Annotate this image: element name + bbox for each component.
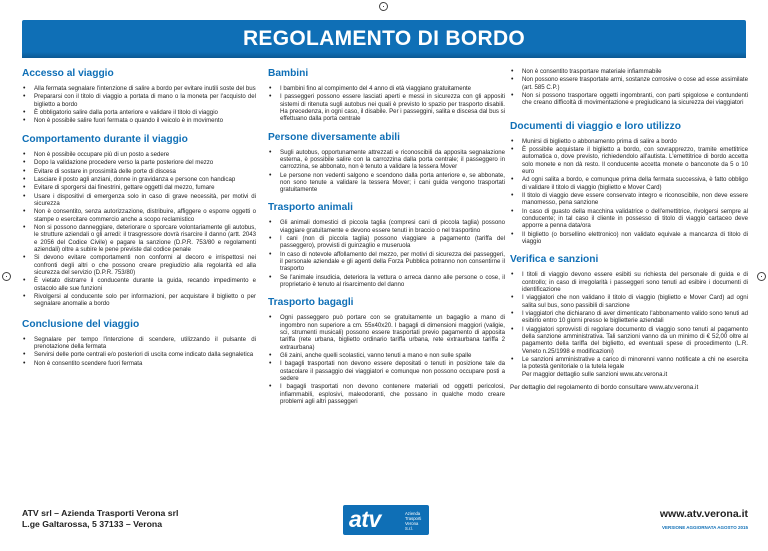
section-list	[22, 151, 256, 308]
title-banner	[22, 20, 746, 58]
section-list	[510, 271, 748, 378]
list-item: • Le persone non vedenti salgono e scendono dalla porta anteriore e, se abbonate, non sono tenute a validare la tessera Mover; i cani guida vengono trasportati gratuitamente	[268, 172, 505, 194]
section-conclusione	[22, 319, 256, 367]
company-name: ATV srl – Azienda Trasporti Verona srl	[22, 508, 179, 518]
list-item: • Non è consentito trasportare materiale infiammabile	[510, 68, 748, 75]
section-list	[22, 85, 256, 125]
atv-logo	[343, 505, 429, 535]
section-heading: Documenti di viaggio e loro utilizzo	[510, 120, 681, 132]
section-list	[268, 85, 505, 123]
section-heading: Accesso al viaggio	[22, 68, 114, 79]
registration-mark-icon	[379, 2, 388, 11]
list-item: • Munirsi di biglietto o abbonamento prima di salire a bordo	[510, 138, 748, 145]
list-item: • Ogni passeggero può portare con se gratuitamente un bagaglio a mano di ingombro non superiore a cm. 55x40x20. I bagagli di dimensioni maggiori (valigie, sci, strumenti musicali) possono essere trasportati previo pagamento di apposita tariffa (rete urbana, biglietto ordinario tariffa urbana, rete extraurbana tariffa 2 extraurbana)	[268, 314, 505, 350]
section-bambini	[268, 68, 505, 123]
list-item: • Gli zaini, anche quelli scolastici, vanno tenuti a mano e non sulle spalle	[268, 352, 505, 359]
section-list	[268, 149, 505, 194]
list-item: • I viaggiatori che dichiarano di aver dimenticato l'abbonamento valido sono tenuti ad esibirlo entro 10 giorni presso le biglietterie aziendali	[510, 310, 748, 325]
section-heading: Bambini	[268, 68, 309, 79]
list-item: • Servirsi delle porte centrali e/o posteriori di uscita come indicato dalla segnaletica	[22, 351, 256, 358]
list-item: • Il biglietto (o borsellino elettronico) non validato equivale a mancanza di titolo di viaggio	[510, 231, 748, 246]
section-list	[268, 314, 505, 405]
list-item: • È vietato distrarre il conducente durante la guida, recando impedimento e ostacolo alle sue funzioni	[22, 277, 256, 292]
list-item: • Non si possono trasportare oggetti ingombranti, con parti spigolose e contundenti che creano difficoltà di movimentazione e pregiudicano la sicurezza dei viaggiatori	[510, 92, 748, 107]
section-list	[268, 219, 505, 288]
list-item: • Evitare di sostare in prossimità delle porte di discesa	[22, 168, 256, 175]
list-item: • I bagagli trasportati non devono essere depositati o tenuti in posizione tale da ostacolare il passaggio dei viaggiatori e comunque non possono occupare posti a sedere	[268, 360, 505, 382]
list-item: • È possibile acquistare il biglietto a bordo, con sovrapprezzo, tramite emettitrice automatica o, dove previsto, richiedendolo all'autista. L'emettitrice di bordo accetta solo monete e non dà resto. Il conducente accetta monete o banconote da 5 o 10 euro	[510, 146, 748, 175]
logo-tagline: Azienda Trasporti Verona S.r.l.	[405, 511, 422, 531]
registration-mark-icon	[757, 272, 766, 281]
section-heading: Trasporto bagagli	[268, 297, 354, 309]
list-item: • Lasciare il posto agli anziani, donne in gravidanza e persone con handicap	[22, 176, 256, 183]
logo-wordmark: atv	[349, 506, 381, 532]
section-animali	[268, 202, 505, 288]
list-item: • I passeggeri possono essere lasciati aperti e messi in sicurezza con gli appositi sistemi di ritenuta sugli autobus nei quali è previsto lo spazio per trasporto disabili. Ha precedenza, in ogni caso, il disabile. Per i passeggini, salita e discesa dal bus si effettuano dalla porta centrale	[268, 93, 505, 122]
list-item: • Ad ogni salita a bordo, e comunque prima della fermata successiva, è fatto obbligo di validare il titolo di viaggio (biglietto e Mover Card)	[510, 176, 748, 191]
section-list	[510, 68, 748, 107]
section-comportamento	[22, 134, 256, 308]
list-item: • Prepararsi con il titolo di viaggio a portata di mano o la moneta per l'acquisto del biglietto a bordo	[22, 93, 256, 108]
section-heading: Verifica e sanzioni	[510, 254, 599, 266]
list-item: • Si devono evitare comportamenti non conformi al decoro e irrispettosi nei confronti degli altri o che possono creare pregiudizio alla regolarità ed alla sicurezza del servizio (D.P.R. 753/80)	[22, 254, 256, 276]
list-item: • Dopo la validazione procedere verso la parte posteriore del mezzo	[22, 159, 256, 166]
list-item: • I viaggiatori sprovvisti di regolare documento di viaggio sono tenuti al pagamento della sanzione amministrativa. Tali sanzioni vanno da un minimo di € 52,00 oltre al pagamento della tariffa del biglietto, ed eventuali spese di procedimento (L.R. Veneto n.25/1998 e modificazioni)	[510, 326, 748, 355]
list-item: • Le sanzioni amministrative a carico di minorenni vanno notificate a chi ne esercita la potestà genitoriale o la tutela legale Per maggior dettaglio sulle sanzioni www.atv.verona.it	[510, 356, 748, 378]
list-item: • I bambini fino al compimento del 4 anno di età viaggiano gratuitamente	[268, 85, 505, 92]
section-list	[510, 138, 748, 246]
page-title: REGOLAMENTO DI BORDO	[242, 27, 526, 50]
section-heading: Conclusione del viaggio	[22, 318, 140, 330]
list-item: • I cani (non di piccola taglia) possono viaggiare a pagamento (tariffa del passeggero), provvisti di guinzaglio e museruola	[268, 235, 505, 250]
website-link[interactable]: www.atv.verona.it	[659, 508, 748, 520]
regulation-note: Per dettaglio del regolamento di bordo consultare www.atv.verona.it	[510, 383, 699, 391]
list-item: • In caso di guasto della macchina validatrice o dell'emettitrice, rivolgersi sempre al conducente; in tal caso il cliente in possesso di titolo di viaggio cartaceo deve apporre a penna data/ora	[510, 208, 748, 230]
column-left	[22, 68, 256, 374]
list-item: • Non è possibile occupare più di un posto a sedere	[22, 151, 256, 158]
section-bagagli	[268, 297, 505, 405]
registration-mark-icon	[2, 272, 11, 281]
list-item: • Alla fermata segnalare l'intenzione di salire a bordo per evitare inutili soste del bus	[22, 85, 256, 92]
column-right	[510, 68, 748, 398]
list-item: • Non possono essere trasportate armi, sostanze corrosive o cose ad esse assimilate (art. 585 C.P.)	[510, 76, 748, 91]
section-abili	[268, 132, 505, 194]
list-item: • I viaggiatori che non validano il titolo di viaggio (biglietto e Mover Card) ad ogni salita sul bus, sono passibili di sanzione	[510, 294, 748, 309]
list-item: • In caso di notevole affollamento del mezzo, per motivi di sicurezza dei passeggeri, il personale aziendale e gli agenti della Forza Pubblica potranno non consentirne il trasporto	[268, 251, 505, 273]
list-item: • Gli animali domestici di piccola taglia (compresi cani di piccola taglia) possono viaggiare gratuitamente e devono essere tenuti in braccio o nel trasportino	[268, 219, 505, 234]
section-sanzioni	[510, 254, 748, 391]
list-item: • È obbligatorio salire dalla porta anteriore e validare il titolo di viaggio	[22, 109, 256, 116]
list-item: • Se l'animale insudicia, deteriora la vettura o arreca danno alle persone o cose, il proprietario è tenuto al risarcimento del danno	[268, 274, 505, 289]
list-item: • I titoli di viaggio devono essere esibiti su richiesta del personale di guida e di controllo; in caso di irregolarità i passeggeri sono tenuti ad esibire i documenti di identificazione	[510, 271, 748, 293]
list-item: • Rivolgersi al conducente solo per informazioni, per acquistare il biglietto o per segnalare anomalie a bordo	[22, 293, 256, 308]
list-item: • Sugli autobus, opportunamente attrezzati e riconoscibili da apposita segnalazione esterna, è possibile salire con la carrozzina dalla porta centrale; il passeggero in carrozzina, se abbonato, non è tenuto a validare la tessera Mover	[268, 149, 505, 171]
company-info	[22, 508, 252, 530]
list-item: • Non è possibile salire fuori fermata o quando il veicolo è in movimento	[22, 117, 256, 124]
section-documenti	[510, 121, 748, 246]
column-middle	[268, 68, 505, 412]
section-heading: Persone diversamente abili	[268, 131, 400, 143]
list-item: • Non è consentito scendere fuori fermata	[22, 360, 256, 367]
list-item: • I bagagli trasportati non devono contenere materiali od oggetti pericolosi, infiammabili, esplosivi, maleodoranti, che possano in qualche modo creare problemi agli altri passeggeri	[268, 383, 505, 405]
section-list	[22, 336, 256, 367]
version-label: VERSIONE AGGIORNATA AGOSTO 2015	[661, 525, 748, 530]
list-item: • Usare i dispositivi di emergenza solo in caso di grave necessità, per motivi di sicurezza	[22, 193, 256, 208]
list-item: • Il titolo di viaggio deve essere conservato integro e riconoscibile, non deve essere manomesso, pena sanzione	[510, 192, 748, 207]
company-address: L.ge Galtarossa, 5 37133 – Verona	[22, 519, 163, 529]
footer-web	[528, 508, 748, 532]
section-bagagli-continued	[510, 68, 748, 107]
list-item: • Non si possono danneggiare, deteriorare o sporcare volontariamente gli autobus, le strutture aziendali o gli arredi: il trasgressore dovrà risarcire il danno (artt. 2043 e 2056 del Codice Civile) e pagare la sanzione (D.P.R. 753/80 e regolamenti aziendali) oltre a subire le pene previste dal codice penale	[22, 224, 256, 253]
section-heading: Trasporto animali	[268, 202, 353, 214]
list-item: • Segnalare per tempo l'intenzione di scendere, utilizzando il pulsante di prenotazione della fermata	[22, 336, 256, 351]
list-item: • Non è consentito, senza autorizzazione, distribuire, affiggere o esporre oggetti o stampe o esercitare commercio anche a scopo reclamistico	[22, 208, 256, 223]
section-heading: Comportamento durante il viaggio	[22, 133, 188, 145]
list-item: • Evitare di sporgersi dai finestrini, gettare oggetti dal mezzo, fumare	[22, 184, 256, 191]
section-accesso	[22, 68, 256, 125]
